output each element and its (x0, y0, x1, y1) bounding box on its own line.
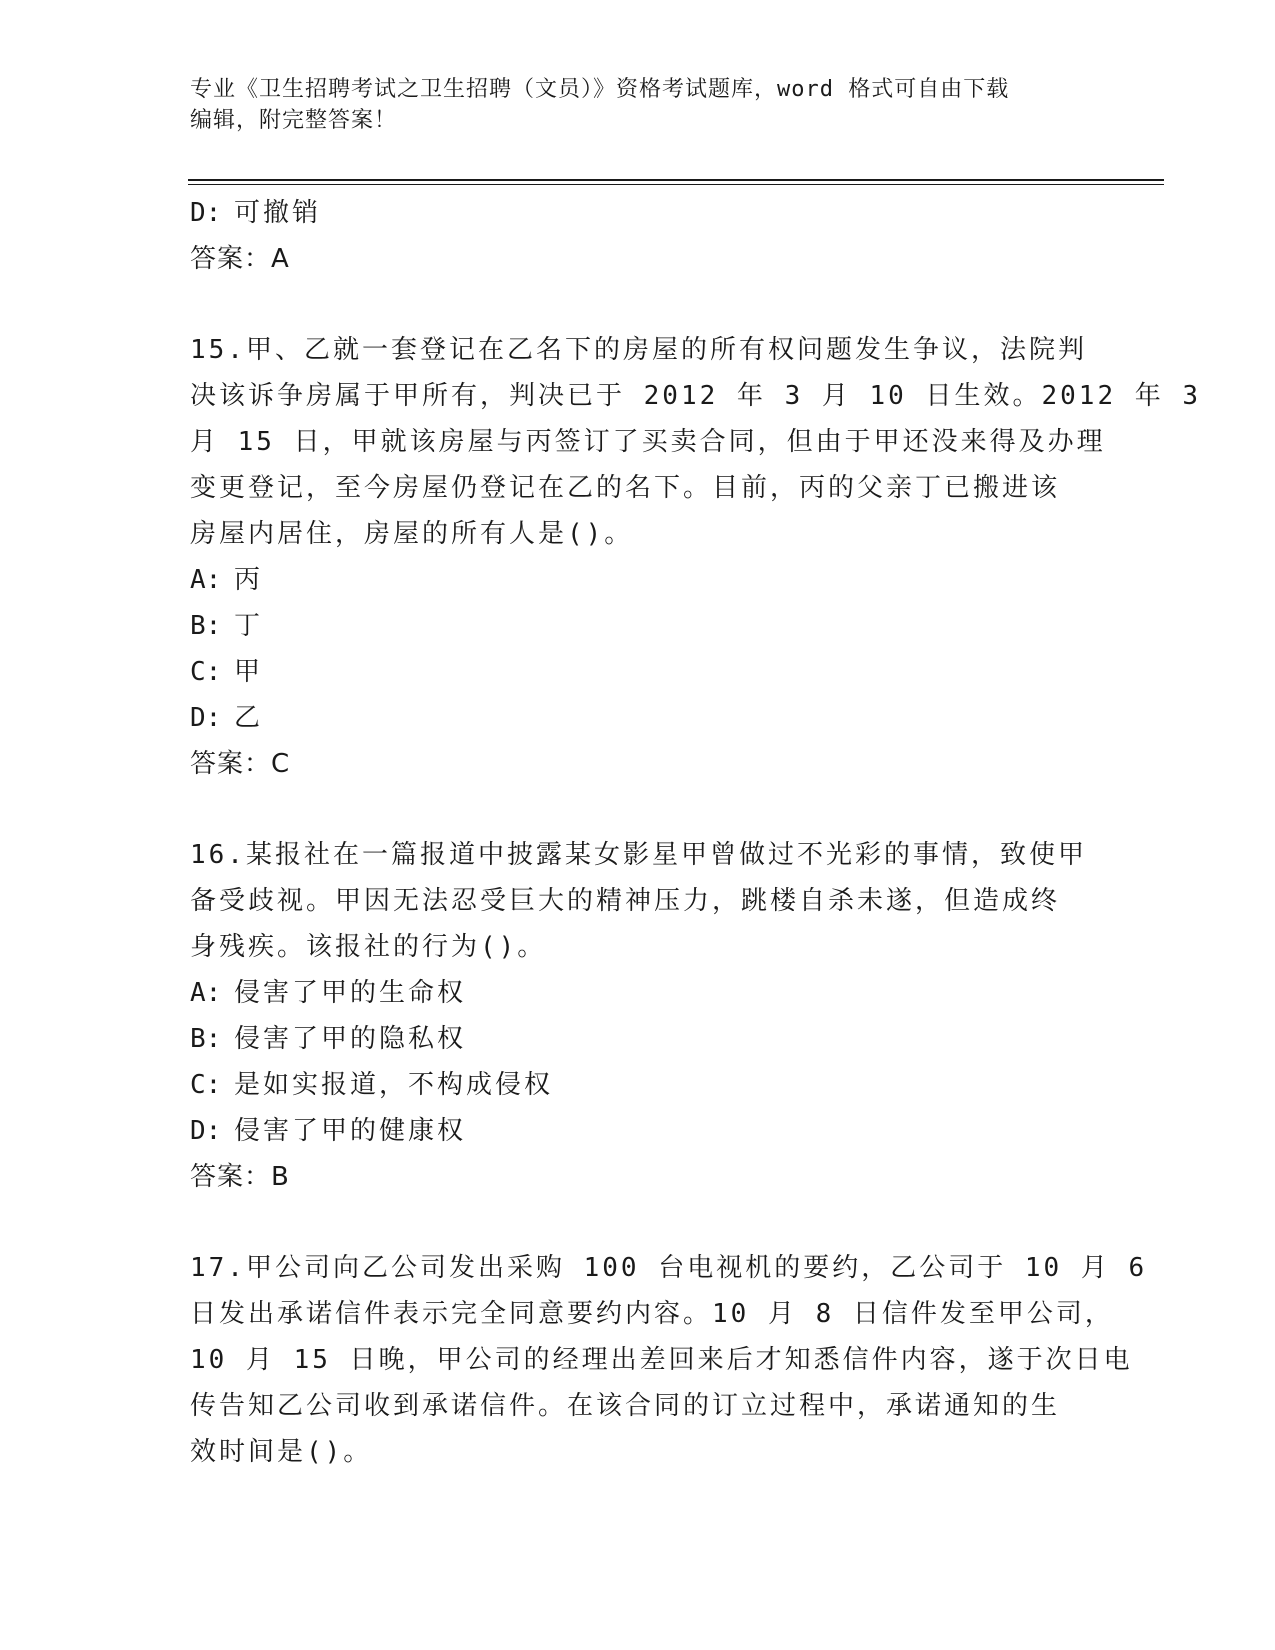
question-text-line: 身残疾。该报社的行为()。 (190, 932, 547, 962)
option-d (190, 1108, 1090, 1154)
option-key: D: (190, 703, 222, 733)
option-text: 侵害了甲的健康权 (234, 1116, 467, 1146)
option-text: 是如实报道，不构成侵权 (234, 1070, 554, 1100)
question-text-line: 日发出承诺信件表示完全同意要约内容。10 月 8 日信件发至甲公司， (190, 1299, 1114, 1329)
prev-option-d (190, 190, 1090, 236)
question-content (190, 190, 1202, 1475)
document-header (190, 74, 1090, 136)
question-text-line: 15.甲、乙就一套登记在乙名下的房屋的所有权问题发生争议，法院判 (190, 335, 1087, 365)
option-b (190, 603, 1090, 649)
question-text-line: 月 15 日，甲就该房屋与丙签订了买卖合同，但由于甲还没来得及办理 (190, 427, 1106, 457)
question-text-line: 房屋内居住，房屋的所有人是()。 (190, 519, 634, 549)
question-15 (190, 327, 1202, 787)
option-a (190, 970, 1090, 1016)
option-key: B: (190, 611, 222, 641)
option-key: C: (190, 657, 222, 687)
option-text: 侵害了甲的隐私权 (234, 1024, 467, 1054)
option-c (190, 649, 1090, 695)
option-text: 丙 (234, 565, 264, 595)
header-title-line-2: 编辑，附完整答案！ (190, 108, 398, 133)
question-text-line: 变更登记，至今房屋仍登记在乙的名下。目前，丙的父亲丁已搬进该 (190, 473, 1061, 503)
option-text: 甲 (234, 657, 264, 687)
option-key: A: (190, 978, 222, 1008)
option-text: 侵害了甲的生命权 (234, 978, 467, 1008)
question-text-line: 效时间是()。 (190, 1437, 373, 1467)
option-b (190, 1016, 1090, 1062)
question-text-line: 备受歧视。甲因无法忍受巨大的精神压力，跳楼自杀未遂，但造成终 (190, 886, 1061, 916)
option-key: C: (190, 1070, 222, 1100)
option-c (190, 1062, 1090, 1108)
option-text: 可撤销 (234, 198, 322, 228)
question-text-line: 10 月 15 日晚，甲公司的经理出差回来后才知悉信件内容，遂于次日电 (190, 1345, 1133, 1375)
option-a (190, 557, 1090, 603)
header-title-line-1: 专业《卫生招聘考试之卫生招聘（文员）》资格考试题库，word 格式可自由下载 (190, 77, 1010, 102)
header-divider-thin (188, 184, 1164, 185)
question-16 (190, 832, 1090, 1200)
header-divider-thick (188, 179, 1164, 181)
option-d (190, 695, 1090, 741)
question-text-line: 16.某报社在一篇报道中披露某女影星甲曾做过不光彩的事情，致使甲 (190, 840, 1087, 870)
prev-answer: 答案：A (190, 244, 290, 274)
option-text: 乙 (234, 703, 264, 733)
answer: 答案：C (190, 749, 291, 779)
option-key: B: (190, 1024, 222, 1054)
option-key: D: (190, 198, 222, 228)
answer: 答案：B (190, 1162, 290, 1192)
question-text-line: 传告知乙公司收到承诺信件。在该合同的订立过程中，承诺通知的生 (190, 1391, 1061, 1421)
question-text-line: 17.甲公司向乙公司发出采购 100 台电视机的要约，乙公司于 10 月 6 (190, 1253, 1148, 1283)
question-text-line: 决该诉争房属于甲所有，判决已于 2012 年 3 月 10 日生效。2012 年 3 (190, 381, 1202, 411)
question-17 (190, 1245, 1148, 1475)
option-key: D: (190, 1116, 222, 1146)
option-key: A: (190, 565, 222, 595)
option-text: 丁 (234, 611, 264, 641)
